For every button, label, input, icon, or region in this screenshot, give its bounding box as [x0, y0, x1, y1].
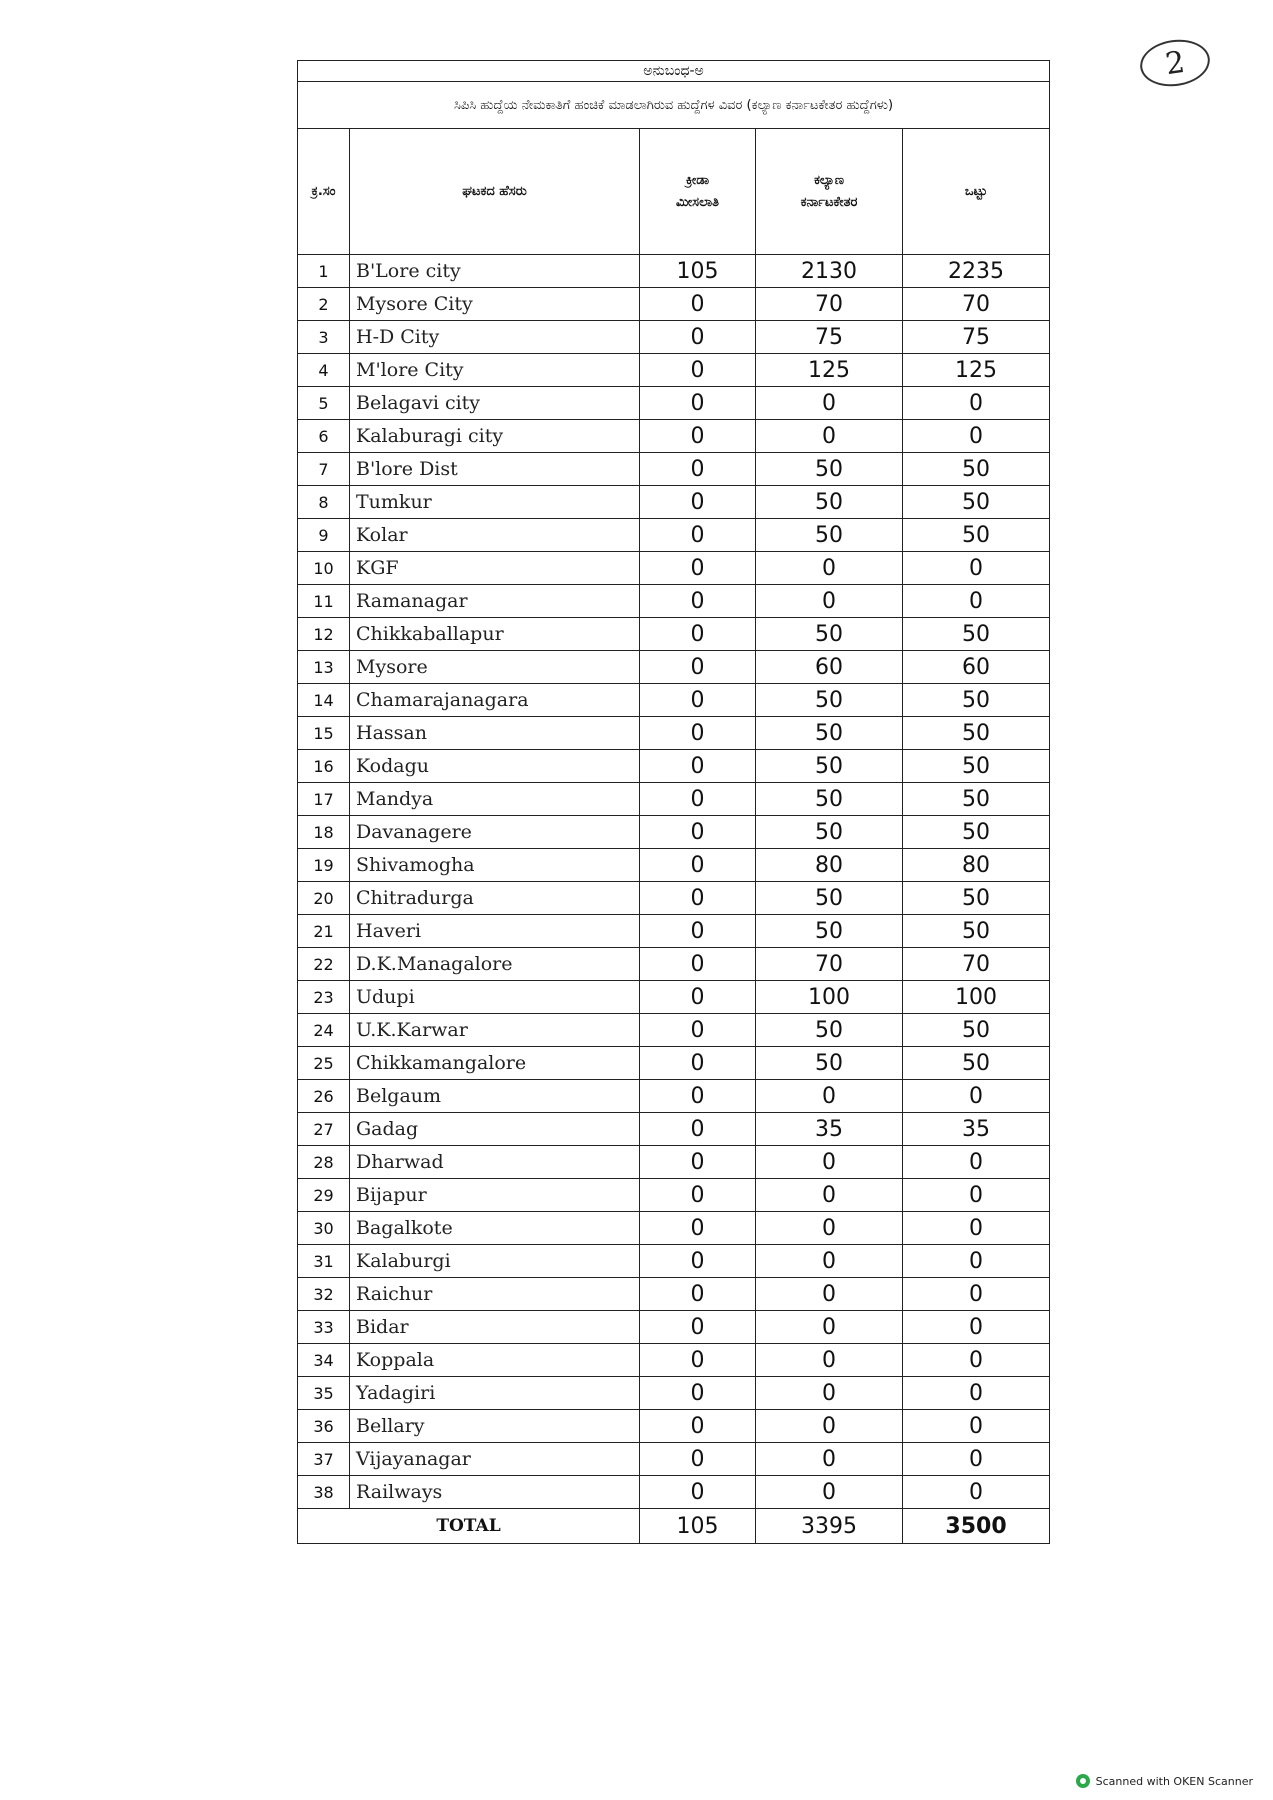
cell-sl-no: 34 — [298, 1344, 350, 1377]
annex-title: ಅನುಬಂಧ-ಅ — [298, 61, 1050, 82]
cell-total: 2235 — [903, 255, 1050, 288]
cell-total: 50 — [903, 717, 1050, 750]
cell-non-kk: 60 — [756, 651, 903, 684]
cell-sports-quota: 0 — [640, 849, 756, 882]
cell-sports-quota: 0 — [640, 1410, 756, 1443]
cell-sports-quota: 0 — [640, 948, 756, 981]
table-row — [298, 1080, 1050, 1113]
table-row — [298, 1410, 1050, 1443]
cell-total: 50 — [903, 816, 1050, 849]
cell-sports-quota: 0 — [640, 882, 756, 915]
cell-non-kk: 50 — [756, 618, 903, 651]
cell-total: 0 — [903, 1377, 1050, 1410]
header-total: ಒಟ್ಟು — [903, 129, 1050, 255]
table-row — [298, 1311, 1050, 1344]
cell-sports-quota: 0 — [640, 1179, 756, 1212]
cell-non-kk: 125 — [756, 354, 903, 387]
cell-total: 50 — [903, 783, 1050, 816]
cell-sl-no: 15 — [298, 717, 350, 750]
cell-sl-no: 31 — [298, 1245, 350, 1278]
cell-unit-name: H-D City — [350, 321, 640, 354]
table-row — [298, 651, 1050, 684]
annex-title-row — [298, 61, 1050, 82]
cell-sports-quota: 0 — [640, 1278, 756, 1311]
header-sports-quota-line2: ಮೀಸಲಾತಿ — [676, 194, 719, 210]
cell-non-kk: 0 — [756, 420, 903, 453]
cell-non-kk: 50 — [756, 816, 903, 849]
table-row — [298, 321, 1050, 354]
table-row — [298, 585, 1050, 618]
cell-total: 50 — [903, 1047, 1050, 1080]
cell-non-kk: 70 — [756, 288, 903, 321]
cell-sl-no: 17 — [298, 783, 350, 816]
cell-sl-no: 3 — [298, 321, 350, 354]
cell-sl-no: 16 — [298, 750, 350, 783]
cell-unit-name: M'lore City — [350, 354, 640, 387]
cell-unit-name: Chikkaballapur — [350, 618, 640, 651]
cell-total: 50 — [903, 519, 1050, 552]
cell-unit-name: Chitradurga — [350, 882, 640, 915]
cell-sl-no: 5 — [298, 387, 350, 420]
cell-sl-no: 37 — [298, 1443, 350, 1476]
cell-total: 0 — [903, 1146, 1050, 1179]
cell-sports-quota: 0 — [640, 1047, 756, 1080]
cell-non-kk: 0 — [756, 1080, 903, 1113]
table-row — [298, 420, 1050, 453]
total-row — [298, 1509, 1050, 1544]
page-number-mark — [1137, 35, 1213, 90]
cell-unit-name: Vijayanagar — [350, 1443, 640, 1476]
cell-sports-quota: 0 — [640, 717, 756, 750]
scanner-watermark — [1076, 1774, 1253, 1788]
cell-non-kk: 0 — [756, 1311, 903, 1344]
cell-sports-quota: 0 — [640, 981, 756, 1014]
cell-total: 0 — [903, 1080, 1050, 1113]
cell-total: 100 — [903, 981, 1050, 1014]
cell-unit-name: B'lore Dist — [350, 453, 640, 486]
cell-sports-quota: 0 — [640, 618, 756, 651]
table-row — [298, 387, 1050, 420]
cell-non-kk: 50 — [756, 882, 903, 915]
cell-sports-quota: 0 — [640, 684, 756, 717]
cell-sl-no: 25 — [298, 1047, 350, 1080]
cell-sl-no: 1 — [298, 255, 350, 288]
cell-unit-name: Mysore — [350, 651, 640, 684]
cell-non-kk: 50 — [756, 1047, 903, 1080]
table-row — [298, 354, 1050, 387]
cell-sports-quota: 0 — [640, 420, 756, 453]
cell-non-kk: 35 — [756, 1113, 903, 1146]
cell-total: 70 — [903, 288, 1050, 321]
allocation-table — [297, 60, 1050, 1544]
cell-sports-quota: 0 — [640, 1113, 756, 1146]
cell-total: 0 — [903, 1476, 1050, 1509]
cell-total: 50 — [903, 915, 1050, 948]
cell-non-kk: 50 — [756, 750, 903, 783]
table-row — [298, 1476, 1050, 1509]
cell-sl-no: 9 — [298, 519, 350, 552]
cell-non-kk: 0 — [756, 1179, 903, 1212]
header-non-kk-line2: ಕರ್ನಾಟಕೇತರ — [800, 194, 858, 210]
cell-unit-name: Railways — [350, 1476, 640, 1509]
cell-non-kk: 0 — [756, 1476, 903, 1509]
cell-sl-no: 28 — [298, 1146, 350, 1179]
cell-non-kk: 0 — [756, 1377, 903, 1410]
cell-sports-quota: 0 — [640, 783, 756, 816]
cell-total: 80 — [903, 849, 1050, 882]
cell-sl-no: 12 — [298, 618, 350, 651]
cell-total: 0 — [903, 1311, 1050, 1344]
cell-total: 0 — [903, 1344, 1050, 1377]
cell-sl-no: 7 — [298, 453, 350, 486]
cell-non-kk: 0 — [756, 387, 903, 420]
cell-total: 0 — [903, 1410, 1050, 1443]
cell-sports-quota: 0 — [640, 1014, 756, 1047]
cell-unit-name: Belagavi city — [350, 387, 640, 420]
cell-total: 0 — [903, 1278, 1050, 1311]
cell-sports-quota: 0 — [640, 321, 756, 354]
cell-non-kk: 0 — [756, 1278, 903, 1311]
cell-sl-no: 24 — [298, 1014, 350, 1047]
cell-unit-name: Bijapur — [350, 1179, 640, 1212]
table-row — [298, 948, 1050, 981]
cell-unit-name: Tumkur — [350, 486, 640, 519]
cell-sports-quota: 0 — [640, 1311, 756, 1344]
cell-total: 50 — [903, 618, 1050, 651]
cell-sl-no: 13 — [298, 651, 350, 684]
cell-unit-name: D.K.Managalore — [350, 948, 640, 981]
table-row — [298, 717, 1050, 750]
table-subtitle: ಸಿಪಿಸಿ ಹುದ್ದೆಯ ನೇಮಕಾತಿಗೆ ಹಂಚಿಕೆ ಮಾಡಲಾಗಿರುವ ಹುದ್ದೆಗಳ ವಿವರ (ಕಲ್ಯಾಣ ಕರ್ನಾಟಕೇತರ ಹುದ್ದೆಗಳು) — [298, 82, 1050, 129]
cell-unit-name: Kalaburgi — [350, 1245, 640, 1278]
cell-sports-quota: 0 — [640, 387, 756, 420]
cell-sports-quota: 0 — [640, 816, 756, 849]
total-sports-quota: 105 — [640, 1509, 756, 1544]
cell-total: 70 — [903, 948, 1050, 981]
cell-total: 0 — [903, 1179, 1050, 1212]
cell-non-kk: 50 — [756, 519, 903, 552]
header-non-kk-line1: ಕಲ್ಯಾಣ — [814, 172, 844, 188]
cell-unit-name: Bagalkote — [350, 1212, 640, 1245]
page-number-text: 2 — [1163, 44, 1187, 82]
table-row — [298, 255, 1050, 288]
cell-sl-no: 26 — [298, 1080, 350, 1113]
cell-unit-name: Shivamogha — [350, 849, 640, 882]
cell-unit-name: KGF — [350, 552, 640, 585]
grand-total: 3500 — [903, 1509, 1050, 1544]
header-sl-no: ಕ್ರ.ಸಂ — [298, 129, 350, 255]
table-row — [298, 453, 1050, 486]
cell-sl-no: 32 — [298, 1278, 350, 1311]
cell-sports-quota: 0 — [640, 453, 756, 486]
table-row — [298, 1245, 1050, 1278]
cell-unit-name: Udupi — [350, 981, 640, 1014]
table-row — [298, 915, 1050, 948]
table-row — [298, 684, 1050, 717]
total-label: TOTAL — [298, 1509, 640, 1544]
cell-unit-name: Kodagu — [350, 750, 640, 783]
cell-unit-name: Yadagiri — [350, 1377, 640, 1410]
table-row — [298, 816, 1050, 849]
table-row — [298, 486, 1050, 519]
cell-unit-name: Ramanagar — [350, 585, 640, 618]
cell-non-kk: 50 — [756, 684, 903, 717]
cell-sports-quota: 0 — [640, 651, 756, 684]
table-row — [298, 981, 1050, 1014]
table-row — [298, 1443, 1050, 1476]
cell-unit-name: Bidar — [350, 1311, 640, 1344]
cell-total: 0 — [903, 1443, 1050, 1476]
cell-total: 75 — [903, 321, 1050, 354]
cell-sl-no: 35 — [298, 1377, 350, 1410]
cell-unit-name: Mandya — [350, 783, 640, 816]
table-row — [298, 1344, 1050, 1377]
cell-total: 125 — [903, 354, 1050, 387]
cell-total: 50 — [903, 486, 1050, 519]
cell-non-kk: 50 — [756, 783, 903, 816]
cell-non-kk: 0 — [756, 1443, 903, 1476]
cell-sl-no: 2 — [298, 288, 350, 321]
cell-sl-no: 29 — [298, 1179, 350, 1212]
cell-sports-quota: 0 — [640, 288, 756, 321]
cell-non-kk: 0 — [756, 1212, 903, 1245]
cell-total: 0 — [903, 585, 1050, 618]
cell-sports-quota: 0 — [640, 1443, 756, 1476]
cell-non-kk: 50 — [756, 717, 903, 750]
cell-sl-no: 21 — [298, 915, 350, 948]
cell-non-kk: 2130 — [756, 255, 903, 288]
cell-sl-no: 8 — [298, 486, 350, 519]
cell-total: 50 — [903, 882, 1050, 915]
cell-non-kk: 75 — [756, 321, 903, 354]
table-row — [298, 1047, 1050, 1080]
cell-sl-no: 23 — [298, 981, 350, 1014]
scanner-logo-icon — [1076, 1774, 1090, 1788]
cell-unit-name: Haveri — [350, 915, 640, 948]
table-row — [298, 783, 1050, 816]
cell-unit-name: Koppala — [350, 1344, 640, 1377]
table-row — [298, 1377, 1050, 1410]
table-row — [298, 849, 1050, 882]
cell-sports-quota: 0 — [640, 552, 756, 585]
cell-unit-name: Gadag — [350, 1113, 640, 1146]
cell-total: 35 — [903, 1113, 1050, 1146]
table-row — [298, 750, 1050, 783]
cell-sports-quota: 0 — [640, 915, 756, 948]
cell-sports-quota: 0 — [640, 354, 756, 387]
table-row — [298, 1212, 1050, 1245]
cell-non-kk: 0 — [756, 1245, 903, 1278]
cell-non-kk: 50 — [756, 915, 903, 948]
cell-sports-quota: 0 — [640, 1377, 756, 1410]
cell-unit-name: Bellary — [350, 1410, 640, 1443]
annex-document — [297, 60, 1049, 1544]
column-header-row — [298, 129, 1050, 255]
cell-sports-quota: 0 — [640, 519, 756, 552]
cell-total: 50 — [903, 453, 1050, 486]
header-sports-quota — [640, 129, 756, 255]
cell-total: 0 — [903, 1212, 1050, 1245]
cell-non-kk: 0 — [756, 585, 903, 618]
cell-non-kk: 0 — [756, 1410, 903, 1443]
total-non-kk: 3395 — [756, 1509, 903, 1544]
cell-non-kk: 50 — [756, 486, 903, 519]
cell-sl-no: 22 — [298, 948, 350, 981]
scanner-text: Scanned with OKEN Scanner — [1095, 1774, 1253, 1788]
cell-unit-name: Dharwad — [350, 1146, 640, 1179]
cell-non-kk: 80 — [756, 849, 903, 882]
table-row — [298, 1014, 1050, 1047]
cell-non-kk: 50 — [756, 453, 903, 486]
header-unit-name: ಘಟಕದ ಹೆಸರು — [350, 129, 640, 255]
cell-unit-name: Chamarajanagara — [350, 684, 640, 717]
cell-sl-no: 36 — [298, 1410, 350, 1443]
cell-sl-no: 27 — [298, 1113, 350, 1146]
cell-unit-name: Mysore City — [350, 288, 640, 321]
cell-sl-no: 11 — [298, 585, 350, 618]
cell-sports-quota: 0 — [640, 1344, 756, 1377]
cell-unit-name: Kolar — [350, 519, 640, 552]
cell-non-kk: 50 — [756, 1014, 903, 1047]
cell-non-kk: 0 — [756, 1146, 903, 1179]
cell-total: 0 — [903, 1245, 1050, 1278]
table-row — [298, 1146, 1050, 1179]
cell-sports-quota: 0 — [640, 1245, 756, 1278]
table-row — [298, 618, 1050, 651]
cell-unit-name: Belgaum — [350, 1080, 640, 1113]
cell-unit-name: B'Lore city — [350, 255, 640, 288]
cell-sports-quota: 0 — [640, 585, 756, 618]
cell-unit-name: Kalaburagi city — [350, 420, 640, 453]
table-row — [298, 552, 1050, 585]
cell-total: 50 — [903, 750, 1050, 783]
cell-total: 50 — [903, 684, 1050, 717]
table-row — [298, 1278, 1050, 1311]
cell-sl-no: 38 — [298, 1476, 350, 1509]
cell-sl-no: 14 — [298, 684, 350, 717]
cell-sports-quota: 0 — [640, 1476, 756, 1509]
cell-sl-no: 18 — [298, 816, 350, 849]
table-row — [298, 882, 1050, 915]
cell-total: 0 — [903, 552, 1050, 585]
cell-sl-no: 33 — [298, 1311, 350, 1344]
cell-sports-quota: 0 — [640, 1146, 756, 1179]
cell-total: 50 — [903, 1014, 1050, 1047]
cell-sl-no: 6 — [298, 420, 350, 453]
cell-non-kk: 70 — [756, 948, 903, 981]
header-sports-quota-line1: ಕ್ರೀಡಾ — [685, 172, 710, 188]
cell-total: 60 — [903, 651, 1050, 684]
cell-unit-name: U.K.Karwar — [350, 1014, 640, 1047]
subtitle-row — [298, 82, 1050, 129]
table-row — [298, 519, 1050, 552]
cell-non-kk: 0 — [756, 552, 903, 585]
cell-sports-quota: 0 — [640, 1080, 756, 1113]
cell-non-kk: 100 — [756, 981, 903, 1014]
cell-sl-no: 20 — [298, 882, 350, 915]
cell-total: 0 — [903, 420, 1050, 453]
cell-sports-quota: 0 — [640, 1212, 756, 1245]
cell-sports-quota: 0 — [640, 750, 756, 783]
cell-non-kk: 0 — [756, 1344, 903, 1377]
cell-total: 0 — [903, 387, 1050, 420]
cell-unit-name: Hassan — [350, 717, 640, 750]
table-row — [298, 1113, 1050, 1146]
cell-unit-name: Davanagere — [350, 816, 640, 849]
cell-unit-name: Raichur — [350, 1278, 640, 1311]
cell-sl-no: 19 — [298, 849, 350, 882]
cell-unit-name: Chikkamangalore — [350, 1047, 640, 1080]
cell-sl-no: 30 — [298, 1212, 350, 1245]
cell-sl-no: 10 — [298, 552, 350, 585]
table-row — [298, 1179, 1050, 1212]
cell-sports-quota: 105 — [640, 255, 756, 288]
header-non-kk — [756, 129, 903, 255]
cell-sports-quota: 0 — [640, 486, 756, 519]
cell-sl-no: 4 — [298, 354, 350, 387]
table-row — [298, 288, 1050, 321]
